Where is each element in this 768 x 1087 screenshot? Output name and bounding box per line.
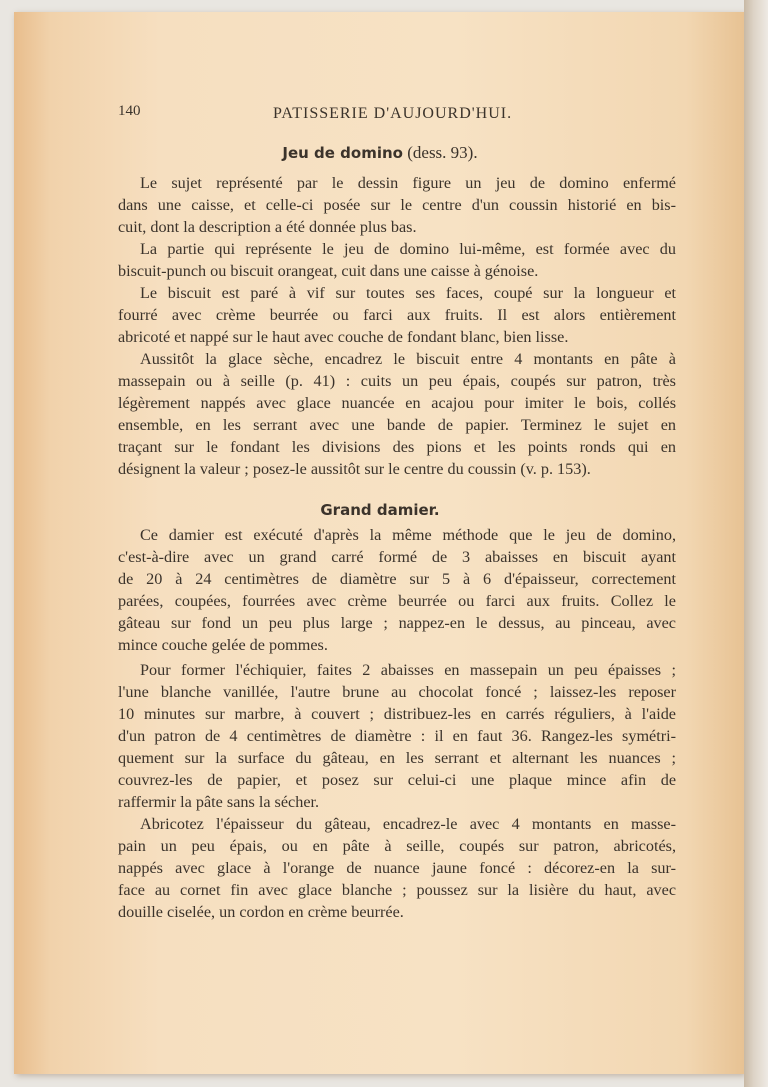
page-number: 140 xyxy=(118,103,141,119)
text-line: traçant sur le fondant les divisions des pions et les points ronds qui en xyxy=(118,438,676,456)
text-line: l'une blanche vanillée, l'autre brune au chocolat foncé ; laissez-les reposer xyxy=(118,683,676,701)
text-line: Ce damier est exécuté d'après la même méthode que le jeu de domino, xyxy=(140,526,676,544)
section-title-domino xyxy=(100,143,660,163)
paragraph xyxy=(118,282,676,348)
text-line: gâteau sur fond un peu plus large ; nappez-en le dessus, au pinceau, avec xyxy=(118,614,676,632)
paragraph xyxy=(118,813,676,923)
section-title-text: Grand damier. xyxy=(320,501,440,519)
section-title-text: Jeu de domino xyxy=(282,144,403,162)
text-line: fourré avec crème beurrée ou farci aux fruits. Il est alors entièrement xyxy=(118,306,676,324)
text-line: Aussitôt la glace sèche, encadrez le biscuit entre 4 montants en pâte à xyxy=(140,350,676,368)
section-title-note: (dess. 93). xyxy=(407,143,478,162)
paragraph xyxy=(118,172,676,238)
text-line: quement sur la surface du gâteau, en les serrant et alternant les nuances ; xyxy=(118,749,676,767)
text-line: Le sujet représenté par le dessin figure un jeu de domino enfermé xyxy=(140,174,676,192)
running-title: PATISSERIE D'AUJOURD'HUI. xyxy=(273,105,513,122)
section-title-damier xyxy=(100,500,660,520)
text-line: Abricotez l'épaisseur du gâteau, encadrez-le avec 4 montants en masse- xyxy=(140,815,676,833)
scan-edge xyxy=(744,0,768,1087)
text-line: massepain ou à seille (p. 41) : cuits un peu épais, coupés sur patron, très xyxy=(118,372,676,390)
text-line: raffermir la pâte sans la sécher. xyxy=(118,793,320,811)
text-line: dans une caisse, et celle-ci posée sur le centre d'un coussin historié en bis- xyxy=(118,196,676,214)
text-line: 10 minutes sur marbre, à couvert ; distribuez-les en carrés réguliers, à l'aide xyxy=(118,705,676,723)
text-line: c'est-à-dire avec un grand carré formé de 3 abaisses en biscuit ayant xyxy=(118,548,676,566)
text-line: Le biscuit est paré à vif sur toutes ses faces, coupé sur la longueur et xyxy=(140,284,676,302)
paragraph xyxy=(118,238,676,282)
text-line: La partie qui représente le jeu de domino lui-même, est formée avec du xyxy=(140,240,676,258)
text-line: abricoté et nappé sur le haut avec couche de fondant blanc, bien lisse. xyxy=(118,328,569,346)
text-line: de 20 à 24 centimètres de diamètre sur 5 à 6 d'épaisseur, correctement xyxy=(118,570,676,588)
text-line: désignent la valeur ; posez-le aussitôt sur le centre du coussin (v. p. 153). xyxy=(118,460,591,478)
text-line: pain un peu épais, ou en pâte à seille, coupés sur patron, abricotés, xyxy=(118,837,676,855)
text-line: biscuit-punch ou biscuit orangeat, cuit dans une caisse à génoise. xyxy=(118,262,539,280)
paragraph xyxy=(118,348,676,480)
paragraph xyxy=(118,524,676,656)
text-line: face au cornet fin avec glace blanche ; poussez sur la lisière du haut, avec xyxy=(118,881,676,899)
text-line: couvrez-les de papier, et posez sur celui-ci une plaque mince afin de xyxy=(118,771,676,789)
text-line: mince couche gelée de pommes. xyxy=(118,636,328,654)
text-line: cuit, dont la description a été donnée plus bas. xyxy=(118,218,417,236)
text-line: d'un patron de 4 centimètres de diamètre : il en faut 36. Rangez-les symétri- xyxy=(118,727,676,745)
text-line: nappés avec glace à l'orange de nuance jaune foncé : décorez-en la sur- xyxy=(118,859,676,877)
text-line: parées, coupées, fourrées avec crème beurrée ou farci aux fruits. Collez le xyxy=(118,592,676,610)
text-line: douille ciselée, un cordon en crème beurrée. xyxy=(118,903,404,921)
paragraph xyxy=(118,659,676,813)
text-line: ensemble, en les serrant avec une bande de papier. Terminez le sujet en xyxy=(118,416,676,434)
text-line: légèrement nappés avec glace nuancée en acajou pour imiter le bois, collés xyxy=(118,394,676,412)
text-line: Pour former l'échiquier, faites 2 abaisses en massepain un peu épaisses ; xyxy=(140,661,676,679)
